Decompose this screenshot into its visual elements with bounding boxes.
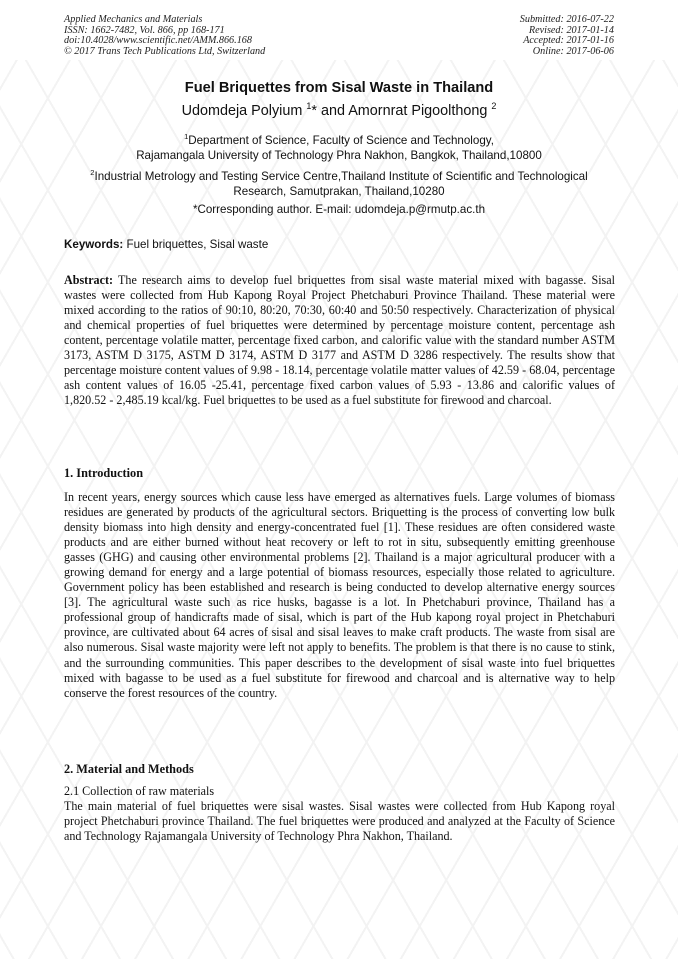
journal-name: Applied Mechanics and Materials xyxy=(64,14,203,25)
affiliation-1-line-1: Department of Science, Faculty of Science and Technology, xyxy=(188,134,494,147)
journal-doi: doi:10.4028/www.scientific.net/AMM.866.168 xyxy=(64,35,252,47)
section-heading-introduction: 1. Introduction xyxy=(64,466,144,480)
keywords-list: Fuel briquettes, Sisal waste xyxy=(123,238,269,251)
author-1: Udomdeja Polyium xyxy=(181,103,303,119)
abstract-label: Abstract: xyxy=(64,273,114,287)
affiliation-1-number: 1 xyxy=(184,132,189,141)
subsection-heading-collection: 2.1 Collection of raw materials xyxy=(64,784,215,798)
publication-dates xyxy=(520,15,614,57)
introduction-text: In recent years, energy sources which cause less have emerged as alternatives fuels. Large volumes of biomass residues are generated by products of the agricultural sectors. Briquetting is the process of converting low bulk density biomass into high density and energy-concentrated fuel [1]. These residues are often considered waste products and are either burned without heat recovery or left to rot in situ, subsequently emitting greenhouse gasses (GHG) and causing other environmental problems [2]. Thailand is a major agricultural producer with a growing demand for energy and a large potential of biomass resources, especially those related to agriculture. Government policy has been established and research is being conducted to develop alternative energy sources [3]. The agricultural waste such as rice husks, bagasse is a lot. In Phetchaburi province, Thailand has a professional group of handicrafts made of sisal, which is part of the Hub kapong royal project in Phetchaburi province, are cultivated about 64 acres of sisal and sisal leaves to make craft products. The waste from sisal are also numerous. Sisal waste majority were left not apply to benefits. The problem is that there is no cause to stink, and the surrounding communities. This paper describes to the development of sisal waste into fuel briquettes mixed with bagasse to be used as a fuel substitute for firewood and charcoal and is alternative way to help conserve the forest resources of the country. xyxy=(64,490,615,700)
section-heading-methods: 2. Material and Methods xyxy=(64,762,194,776)
date-online: Online: 2017-06-06 xyxy=(532,45,614,57)
date-revised: Revised: 2017-01-14 xyxy=(528,24,614,36)
affiliation-2 xyxy=(0,166,678,200)
journal-copyright: © 2017 Trans Tech Publications Ltd, Switzerland xyxy=(64,45,266,57)
date-submitted: Submitted: 2016-07-22 xyxy=(519,14,614,25)
author-2-affiliation: 2 xyxy=(491,101,497,111)
keywords xyxy=(64,238,615,251)
author-line xyxy=(0,101,678,119)
corresponding-mark: * xyxy=(311,103,317,119)
affiliation-1 xyxy=(0,130,678,164)
abstract-text: The research aims to develop fuel briquettes from sisal waste material mixed with bagasse. Sisal wastes were collected from Hub Kapong Royal Project Phetchaburi Province Thailand. These material were mixed according to the ratios of 90:10, 80:20, 70:30, 60:40 and 50:50 respectively. Characterization of physical and chemical properties of fuel briquettes were determined by percentage moisture content, percentage ash content, percentage volatile matter, percentage fixed carbon, and calorific value with the standard number ASTM 3173, ASTM D 3175, ASTM D 3174, ASTM D 3177 and ASTM D 3286 respectively. The results show that percentage moisture content values of 9.98 - 18.14, percentage volatile matter values of 42.59 - 68.04, percentage ash content values of 16.05 -25.41, percentage fixed carbon values of 5.93 - 13.86 and calorific values of 1,820.52 - 2,485.19 kcal/kg. Fuel briquettes to be used as a fuel substitute for firewood and charcoal. xyxy=(64,273,615,408)
affiliation-1-line-2: Rajamangala University of Technology Phra Nakhon, Bangkok, Thailand,10800 xyxy=(136,148,542,162)
corresponding-email: *Corresponding author. E-mail: udomdeja.p@rmutp.ac.th xyxy=(192,203,486,216)
affiliation-2-line-2: Research, Samutprakan, Thailand,10280 xyxy=(233,184,445,198)
author-conjunction: and xyxy=(316,103,349,119)
date-accepted: Accepted: 2017-01-16 xyxy=(523,35,614,47)
paper-title: Fuel Briquettes from Sisal Waste in Thailand xyxy=(184,80,494,96)
abstract xyxy=(64,273,615,408)
collection-text: The main material of fuel briquettes were sisal wastes. Sisal wastes were collected from Hub Kapong royal project Phetchaburi province Thailand. The fuel briquettes were produced and analyzed at the Faculty of Science and Technology Rajamangala University of Technology Phra Nakhon, Thailand. xyxy=(64,799,615,844)
journal-issn: ISSN: 1662-7482, Vol. 866, pp 168-171 xyxy=(64,24,225,36)
keywords-label: Keywords: xyxy=(64,238,124,251)
author-2: Amornrat Pigoolthong xyxy=(348,103,488,119)
journal-info xyxy=(64,15,265,57)
author-1-affiliation: 1 xyxy=(306,101,312,111)
affiliation-2-number: 2 xyxy=(90,168,95,177)
affiliation-2-line-1: Industrial Metrology and Testing Service Centre,Thailand Institute of Scientific and Technological xyxy=(94,170,588,183)
